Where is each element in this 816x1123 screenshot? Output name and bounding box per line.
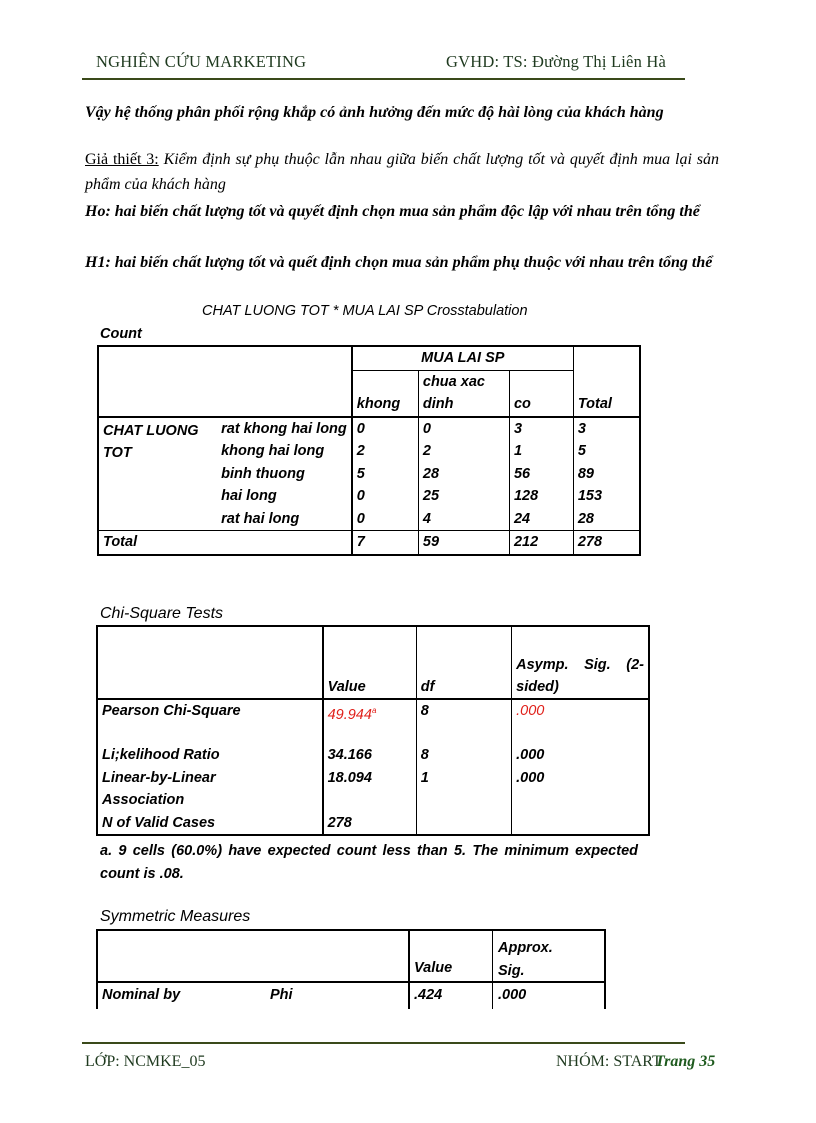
cell: 1 xyxy=(416,767,511,812)
col-header: chua xac dinh xyxy=(418,370,509,417)
row-label: rat khong hai long xyxy=(217,417,352,441)
col-header: co xyxy=(509,370,573,417)
cell: 0 xyxy=(418,417,509,441)
cell: 8 xyxy=(416,699,511,744)
row-label: N of Valid Cases xyxy=(97,812,323,836)
pearson-value: 49.944 xyxy=(327,706,372,723)
cell-value xyxy=(323,699,417,744)
cell: 2 xyxy=(418,440,509,463)
cell: 4 xyxy=(418,508,509,531)
total-label: Total xyxy=(98,531,352,555)
header-rule xyxy=(82,78,685,80)
cell: 59 xyxy=(418,531,509,555)
symmetric-table xyxy=(96,929,606,1009)
col-header-value: Value xyxy=(414,960,453,976)
h0-text: Ho: hai biến chất lượng tốt và quyết định chọn mua sản phẩm độc lập với nhau trên tổng thể xyxy=(85,203,700,220)
pearson-superscript: a xyxy=(371,706,377,715)
header-right: GVHD: TS: Đường Thị Liên Hà xyxy=(446,52,666,71)
row-label: Linear-by-Linear Association xyxy=(97,767,323,812)
cell: 212 xyxy=(509,531,573,555)
cell: 278 xyxy=(573,531,640,555)
header-left: NGHIÊN CỨU MARKETING xyxy=(96,52,307,71)
cell: 0 xyxy=(352,508,419,531)
crosstab-table xyxy=(97,345,641,556)
cell: .000 xyxy=(516,769,545,786)
row-label: Li;kelihood Ratio xyxy=(97,744,323,767)
cell: 8 xyxy=(416,744,511,767)
table-row xyxy=(98,417,640,441)
cell: 128 xyxy=(509,485,573,508)
cell: 24 xyxy=(509,508,573,531)
footer-left: LỚP: NCMKE_05 xyxy=(85,1053,206,1070)
row-label: khong hai long xyxy=(217,440,352,463)
cell: 153 xyxy=(577,488,603,504)
cell: 278 xyxy=(323,812,417,836)
col-header-value: Value xyxy=(323,626,417,699)
cell: 3 xyxy=(509,417,573,441)
cell: 7 xyxy=(352,531,419,555)
crosstab-title: CHAT LUONG TOT * MUA LAI SP Crosstabulation xyxy=(202,303,528,319)
chi-square-table xyxy=(96,625,650,836)
row-label: Pearson Chi-Square xyxy=(97,699,323,744)
cell: 89 xyxy=(577,465,594,482)
cell: 0 xyxy=(352,485,419,508)
cell: 25 xyxy=(418,485,509,508)
cell: 5 xyxy=(352,463,419,486)
hypothesis-label: Giả thiết 3: xyxy=(85,151,159,168)
hypothesis-3 xyxy=(85,148,719,197)
cell: 0 xyxy=(352,417,419,441)
cell: 28 xyxy=(577,510,594,527)
cell: 3 xyxy=(577,420,586,437)
chi-square-title: Chi-Square Tests xyxy=(100,605,224,622)
footer-right: NHÓM: START xyxy=(556,1053,662,1070)
symmetric-title: Symmetric Measures xyxy=(100,908,251,925)
hypothesis-text: Kiểm định sự phụ thuộc lẫn nhau giữa biến chất lượng tốt và quyết định mua lại sản phẩm của khách hàng xyxy=(85,151,720,193)
cell: 1 xyxy=(509,440,573,463)
total-row xyxy=(98,531,640,555)
cell: 5 xyxy=(577,443,586,459)
row-label: binh thuong xyxy=(217,463,352,486)
table-row xyxy=(97,812,649,836)
measure-label: Phi xyxy=(270,987,293,1003)
h1-text: H1: hai biến chất lượng tốt và quết định chọn mua sản phẩm phụ thuộc với nhau trên tổng thể xyxy=(85,254,713,271)
col-header-total: Total xyxy=(573,346,640,417)
table-row xyxy=(97,699,649,744)
cell: 28 xyxy=(418,463,509,486)
cell xyxy=(416,812,511,836)
table-row xyxy=(97,767,649,812)
page-number: Trang 35 xyxy=(655,1053,716,1070)
cell: .000 xyxy=(516,747,545,763)
cell: 2 xyxy=(352,440,419,463)
row-label: rat hai long xyxy=(217,508,352,531)
col-header-sig: Approx. Sig. xyxy=(498,940,553,979)
col-header-df: df xyxy=(416,626,511,699)
col-header-sig: Asymp. Sig. (2-sided) xyxy=(512,626,649,699)
row-label: hai long xyxy=(217,485,352,508)
cell: 34.166 xyxy=(323,744,417,767)
phi-sig: .000 xyxy=(498,987,527,1003)
footer-rule xyxy=(82,1042,685,1044)
cell xyxy=(512,812,649,836)
table-row xyxy=(97,744,649,767)
count-label: Count xyxy=(100,326,142,342)
row-var-label: CHAT LUONG TOT xyxy=(103,422,199,461)
phi-value: .424 xyxy=(414,987,443,1003)
group-header: MUA LAI SP xyxy=(352,346,574,370)
conclusion-text: Vậy hệ thống phân phối rộng khắp có ảnh hưởng đến mức độ hài lòng của khách hàng xyxy=(85,104,664,121)
cell: 18.094 xyxy=(323,767,417,812)
cell: 56 xyxy=(509,463,573,486)
chi-square-footnote: a. 9 cells (60.0%) have expected count less than 5. The minimum expected count is .08. xyxy=(100,843,638,882)
row-label: Nominal by xyxy=(102,987,181,1003)
pearson-sig: .000 xyxy=(516,703,545,719)
col-header: khong xyxy=(352,370,419,417)
